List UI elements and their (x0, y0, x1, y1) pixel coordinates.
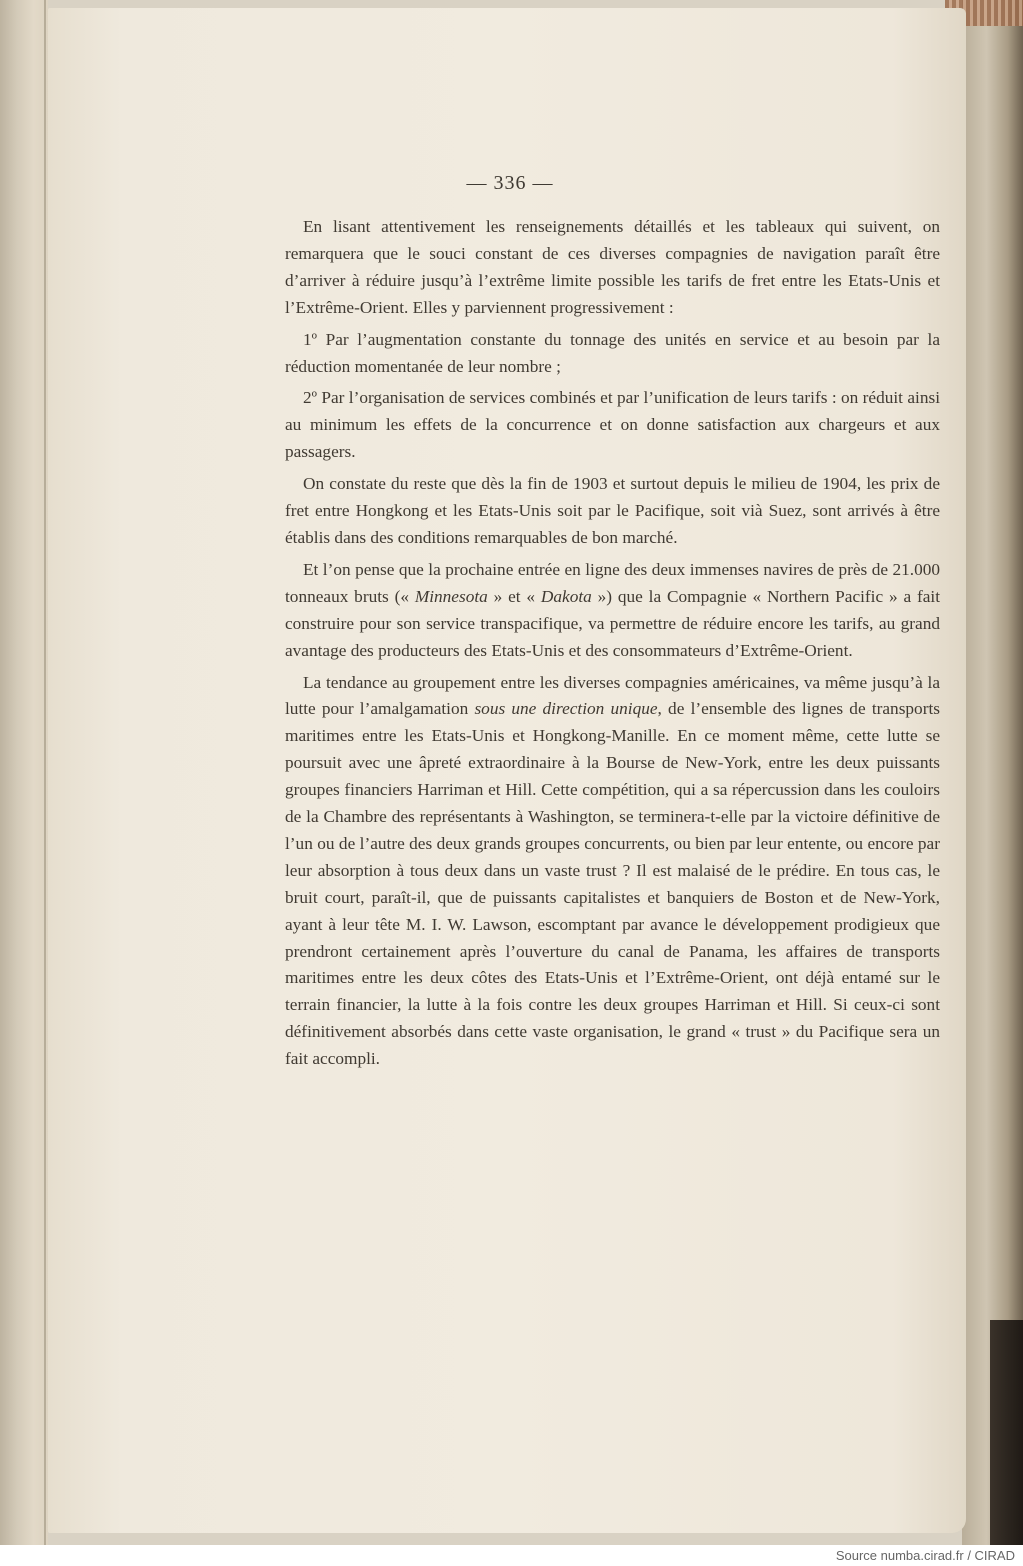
paragraph-5-part-c: ») que la Compagnie « Northern Pacific » a fait construire pour son service transpacifique, va permettre de réduire encore les tarifs, au grand avantage des producteurs des Etats-Unis et des consommateurs d’Extrême-Orient. (285, 586, 940, 660)
paragraph-6 (285, 670, 940, 1074)
paragraph-4: On constate du reste que dès la fin de 1903 et surtout depuis le milieu de 1904, les prix de fret entre Hongkong et les Etats-Unis soit par le Pacifique, soit vià Suez, sont arrivés à être établis dans des conditions remarquables de bon marché. (285, 474, 940, 547)
right-page-stack (962, 0, 1023, 1545)
paragraph-2: 1º Par l’augmentation constante du tonnage des unités en service et au besoin par la réduction momentanée de leur nombre ; (285, 329, 940, 376)
left-page-edge (0, 0, 48, 1545)
paragraph-5 (285, 557, 940, 665)
left-page-fold (44, 0, 46, 1545)
page-number: — 336 — (466, 172, 554, 194)
ship-name-minnesota: Minnesota (414, 586, 488, 606)
source-credit: Source numba.cirad.fr / CIRAD (835, 1548, 1015, 1563)
paragraph-1: En lisant attentivement les renseignements détaillés et les tableaux qui suivent, on remarquera que le souci constant de ces diverses compagnies de navigation paraît être d’arriver à réduire jusqu’à l’extrême limite possible les tarifs de fret entre les Etats-Unis et l’Extrême-Orient. Elles y parviennent progressivement : (285, 217, 940, 317)
paragraph-5-part-b: » et « (493, 586, 536, 606)
emphasis-direction-unique: sous une direction unique (474, 699, 658, 719)
right-shadow (990, 1320, 1023, 1545)
paragraph-3: 2º Par l’organisation de services combinés et par l’unification de leurs tarifs : on réduit ainsi au minimum les effets de la concurrence et on donne satisfaction aux chargeurs et aux passagers. (285, 388, 940, 462)
paragraph-6-part-b: , de l’ensemble des lignes de transports maritimes entre les Etats-Unis et Hongkong-Manille. En ce moment même, cette lutte se poursuit avec une âpreté extraordinaire à la Bourse de New-York, entre les deux puissants groupes financiers Harriman et Hill. Cette compétition, qui a sa répercussion dans les couloirs de la Chambre des représentants à Washington, se terminera-t-elle par la victoire définitive de l’un ou de l’autre des deux grands groupes concurrents, ou bien par leur entente, ou encore par leur absorption à tous deux dans un vaste trust ? Il est malaisé de le prédire. En tous cas, le bruit court, paraît-il, que de puissants capitalistes et banquiers de Boston et de New-York, ayant à leur tête M. I. W. Lawson, escomptant par avance le développement prodigieux que prendront certainement après l’ouverture du canal de Panama, les affaires de transports maritimes entre les deux côtes des Etats-Unis et l’Extrême-Orient, ont déjà entamé sur le terrain financier, la lutte à la fois contre les deux groupes Harriman et Hill. Si ceux-ci sont définitivement absorbés dans cette vaste organisation, le grand « trust » du Pacifique sera un fait accompli. (285, 699, 940, 1069)
paragraph-6-part-a: La tendance au groupement entre les diverses compagnies américaines, va même jusqu’à la lutte pour l’amalgamation (285, 672, 940, 719)
ship-name-dakota: Dakota (540, 586, 592, 606)
page-body (285, 214, 940, 1078)
paragraph-5-part-a: Et l’on pense que la prochaine entrée en ligne des deux immenses navires de près de 21.000 tonneaux bruts (« (285, 559, 940, 606)
